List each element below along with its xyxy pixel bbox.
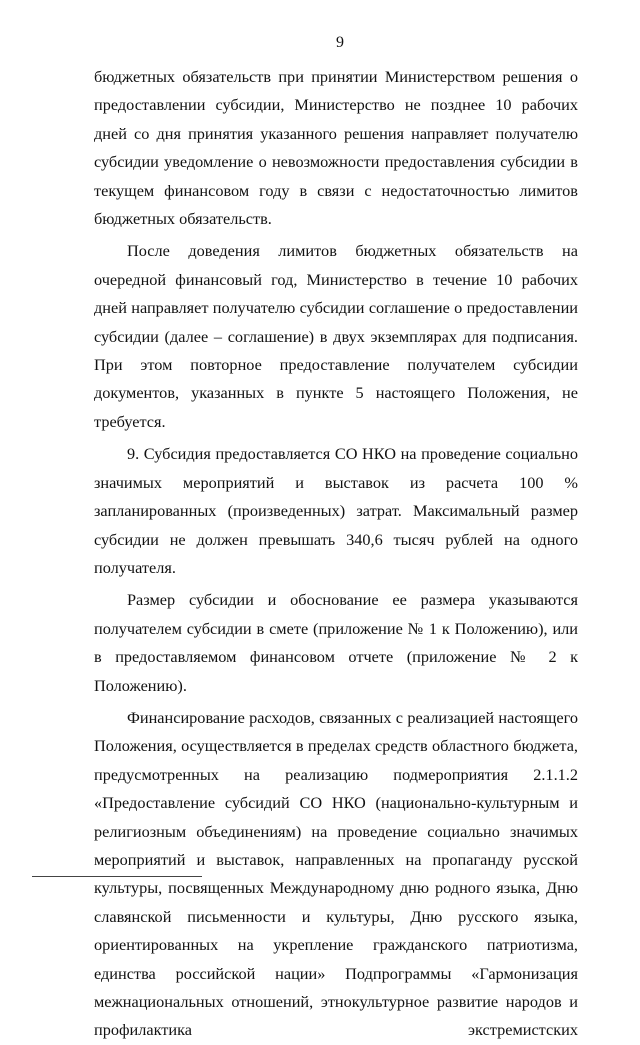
paragraph-subsidy-size: Размер субсидии и обоснование ее размера указываются получателем субсидии в смете (приложение № 1 к Положению), или в предоставляемом финансовом отчете (приложение № 2 к Положению). xyxy=(94,590,578,695)
paragraph-continuation: бюджетных обязательств при принятии Министерством решения о предоставлении субсидии, Министерство не позднее 10 рабочих дней со дня принятия указанного решения направляет получателю субсидии уведомление о невозможности предоставления субсидии в текущем финансовом году в связи с недостаточностью лимитов бюджетных обязательств. xyxy=(94,67,578,229)
paragraph-item-9: 9. Субсидия предоставляется СО НКО на проведение социально значимых мероприятий и выставок из расчета 100 % запланированных (произведенных) затрат. Максимальный размер субсидии не должен превышать 340,6 тысяч рублей на одного получателя. xyxy=(94,444,578,577)
page-number: 9 xyxy=(336,34,344,51)
document-body xyxy=(94,63,578,1045)
paragraph-financing: Финансирование расходов, связанных с реализацией настоящего Положения, осуществляется в пределах средств областного бюджета, предусмотренных на реализацию подмероприятия 2.1.1.2 «Предоставление субсидий СО НКО (национально-культурным и религиозным объединениям) на проведение социально значимых мероприятий и выставок, направленных на пропаганду русской культуры, посвященных Международному дню родного языка, Дню славянской письменности и культуры, Дню русского языка, ориентированных на укрепление гражданского патриотизма, единства российской нации» Подпрограммы «Гармонизация межнациональных отношений, этнокультурное развитие народов и профилактика экстремистских xyxy=(94,707,578,1040)
footer-rule xyxy=(32,876,202,877)
paragraph-agreement: После доведения лимитов бюджетных обязательств на очередной финансовый год, Министерство в течение 10 рабочих дней направляет получателю субсидии соглашение о предоставлении субсидии (далее – соглашение) в двух экземплярах для подписания. При этом повторное предоставление получателем субсидии документов, указанных в пункте 5 настоящего Положения, не требуется. xyxy=(94,241,578,431)
